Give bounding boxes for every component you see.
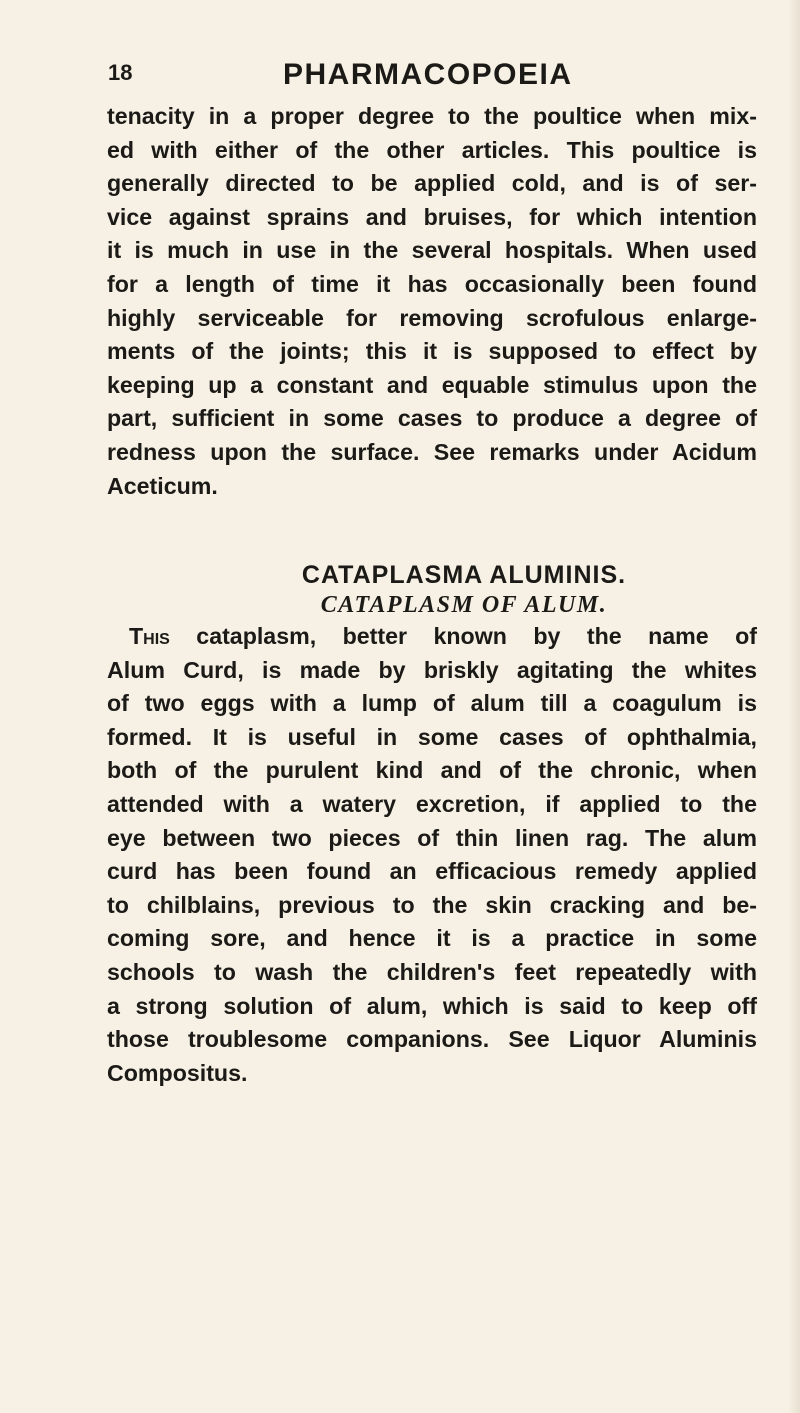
text-line: Alum Curd, is made by briskly agitating the whites [107, 656, 757, 683]
page-number: 18 [108, 60, 133, 85]
page-edge-shadow [788, 0, 800, 1413]
text-line: Aceticum. [107, 472, 218, 499]
page-header [108, 58, 668, 94]
text-line: coming sore, and hence it is a practice in some [107, 925, 757, 952]
section-subtitle: CATAPLASM OF ALUM. [320, 592, 608, 618]
section-title: CATAPLASMA ALUMINIS. [301, 561, 627, 589]
text-line: vice against sprains and bruises, for which intention [107, 203, 757, 230]
text-line: a strong solution of alum, which is said to keep off [107, 992, 757, 1019]
text-line: ed with either of the other articles. This poultice is [107, 136, 757, 163]
text-line: eye between two pieces of thin linen rag. The alum [107, 824, 757, 851]
running-head: PHARMACOPOEIA [283, 58, 573, 91]
text-line: both of the purulent kind and of the chronic, when [107, 757, 757, 784]
text-line: part, sufficient in some cases to produce a degree of [107, 405, 757, 432]
paragraph-1 [107, 100, 757, 503]
text-line: formed. It is useful in some cases of ophthalmia, [107, 723, 757, 750]
text-line: for a length of time it has occasionally been found [107, 270, 757, 297]
text-line: Compositus. [107, 1059, 248, 1086]
text-line: redness upon the surface. See remarks under Acidum [107, 438, 757, 465]
text-line: generally directed to be applied cold, and is of ser- [107, 170, 757, 197]
text-line: curd has been found an efficacious remedy applied [107, 858, 757, 885]
text-line-first [107, 620, 757, 654]
paragraph-2 [107, 620, 757, 1090]
text-line: keeping up a constant and equable stimulus upon the [107, 371, 757, 398]
drop-word: This [129, 623, 170, 649]
text-line: it is much in use in the several hospitals. When used [107, 237, 757, 264]
text-line: to chilblains, previous to the skin cracking and be- [107, 891, 757, 918]
text-line: ments of the joints; this it is supposed to effect by [107, 338, 757, 365]
text-line: highly serviceable for removing scrofulous enlarge- [107, 304, 757, 331]
text-line: tenacity in a proper degree to the poultice when mix- [107, 103, 757, 129]
text-line: schools to wash the children's feet repeatedly with [107, 958, 757, 985]
text-line: of two eggs with a lump of alum till a coagulum is [107, 690, 757, 717]
text-line: attended with a watery excretion, if applied to the [107, 790, 757, 817]
text-line-rest: cataplasm, better known by the name of [169, 623, 757, 649]
text-line: those troublesome companions. See Liquor Aluminis [107, 1026, 757, 1053]
